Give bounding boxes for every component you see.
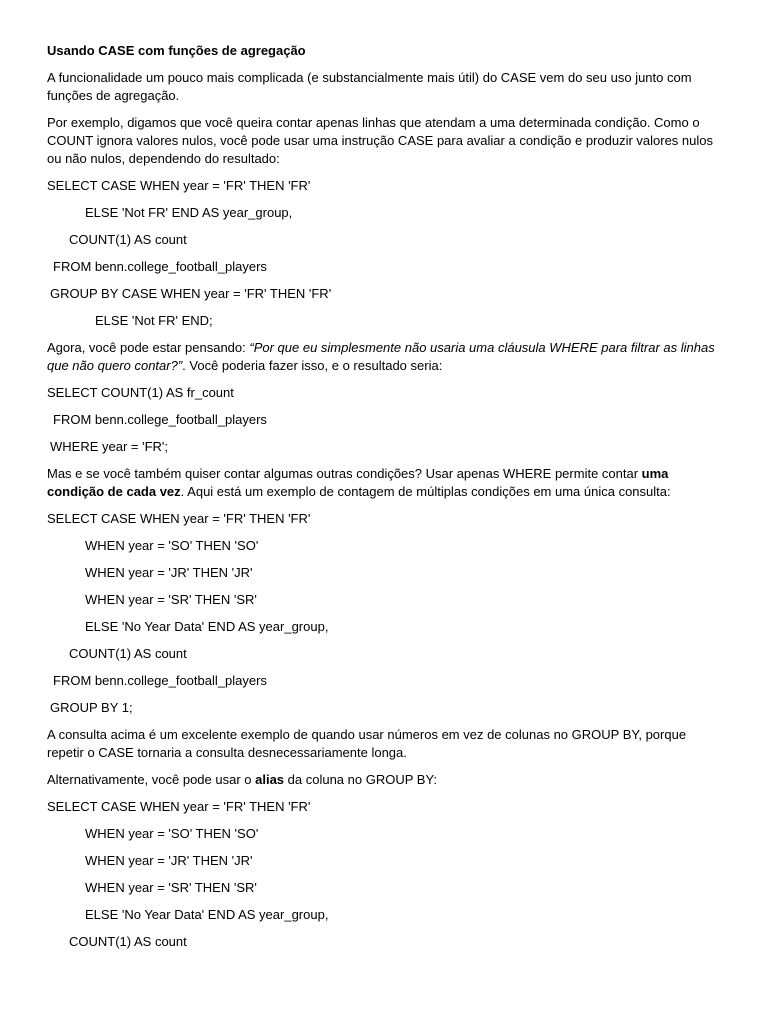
code-line: WHERE year = 'FR'; xyxy=(50,439,169,454)
paragraph-example: Por exemplo, digamos que você queira contar apenas linhas que atendam a uma determinada condição. Como o COUNT ignora valores nulos, você pode usar uma instrução CASE para avaliar a condição e produzir valores nulos ou não nulos, dependendo do resultado: xyxy=(47,115,717,166)
code-line: WHEN year = 'JR' THEN 'JR' xyxy=(85,853,253,868)
italic-quote: “Por que eu simplesmente não usaria uma cláusula WHERE para filtrar as linhas que não quero contar?” xyxy=(47,340,719,373)
code-line: FROM benn.college_football_players xyxy=(53,673,267,688)
code-line: COUNT(1) AS count xyxy=(69,232,187,247)
paragraph-text: . Aqui está um exemplo de contagem de múltiplas condições em uma única consulta: xyxy=(180,484,671,499)
code-line: SELECT CASE WHEN year = 'FR' THEN 'FR' xyxy=(47,511,311,526)
code-line: COUNT(1) AS count xyxy=(69,646,187,661)
paragraph-text: . Você poderia fazer isso, e o resultado seria: xyxy=(182,358,443,373)
code-line: ELSE 'No Year Data' END AS year_group, xyxy=(85,619,329,634)
bold-phrase: uma condição de cada vez xyxy=(47,466,673,499)
bold-phrase: alias xyxy=(255,772,285,787)
paragraph-where-question xyxy=(47,339,723,375)
code-line: COUNT(1) AS count xyxy=(69,934,187,949)
code-line: WHEN year = 'SR' THEN 'SR' xyxy=(85,880,257,895)
code-line: GROUP BY CASE WHEN year = 'FR' THEN 'FR' xyxy=(50,286,332,301)
paragraph-alias xyxy=(47,771,723,789)
paragraph-text: Alternativamente, você pode usar o xyxy=(47,772,256,787)
code-line: GROUP BY 1; xyxy=(50,700,133,715)
code-line: FROM benn.college_football_players xyxy=(53,259,267,274)
paragraph-text: Mas e se você também quiser contar algumas outras condições? Usar apenas WHERE permite contar xyxy=(47,466,642,481)
code-line: SELECT COUNT(1) AS fr_count xyxy=(47,385,234,400)
section-heading: Usando CASE com funções de agregação xyxy=(47,43,306,58)
code-line: SELECT CASE WHEN year = 'FR' THEN 'FR' xyxy=(47,178,311,193)
paragraph-intro: A funcionalidade um pouco mais complicada (e substancialmente mais útil) do CASE vem do seu uso junto com funções de agregação. xyxy=(47,70,696,103)
code-line: WHEN year = 'SR' THEN 'SR' xyxy=(85,592,257,607)
code-line: FROM benn.college_football_players xyxy=(53,412,267,427)
code-line: ELSE 'Not FR' END; xyxy=(95,313,213,328)
paragraph-multiple-conditions xyxy=(47,465,723,501)
document-body xyxy=(47,42,723,951)
paragraph-text: da coluna no GROUP BY: xyxy=(284,772,438,787)
code-line: WHEN year = 'SO' THEN 'SO' xyxy=(85,538,259,553)
code-line: WHEN year = 'SO' THEN 'SO' xyxy=(85,826,259,841)
code-line: WHEN year = 'JR' THEN 'JR' xyxy=(85,565,253,580)
paragraph-group-by-numbers: A consulta acima é um excelente exemplo de quando usar números em vez de colunas no GROUP BY, porque repetir o CASE tornaria a consulta desnecessariamente longa. xyxy=(47,727,690,760)
code-line: ELSE 'Not FR' END AS year_group, xyxy=(85,205,293,220)
paragraph-text: Agora, você pode estar pensando: xyxy=(47,340,250,355)
code-line: ELSE 'No Year Data' END AS year_group, xyxy=(85,907,329,922)
code-line: SELECT CASE WHEN year = 'FR' THEN 'FR' xyxy=(47,799,311,814)
